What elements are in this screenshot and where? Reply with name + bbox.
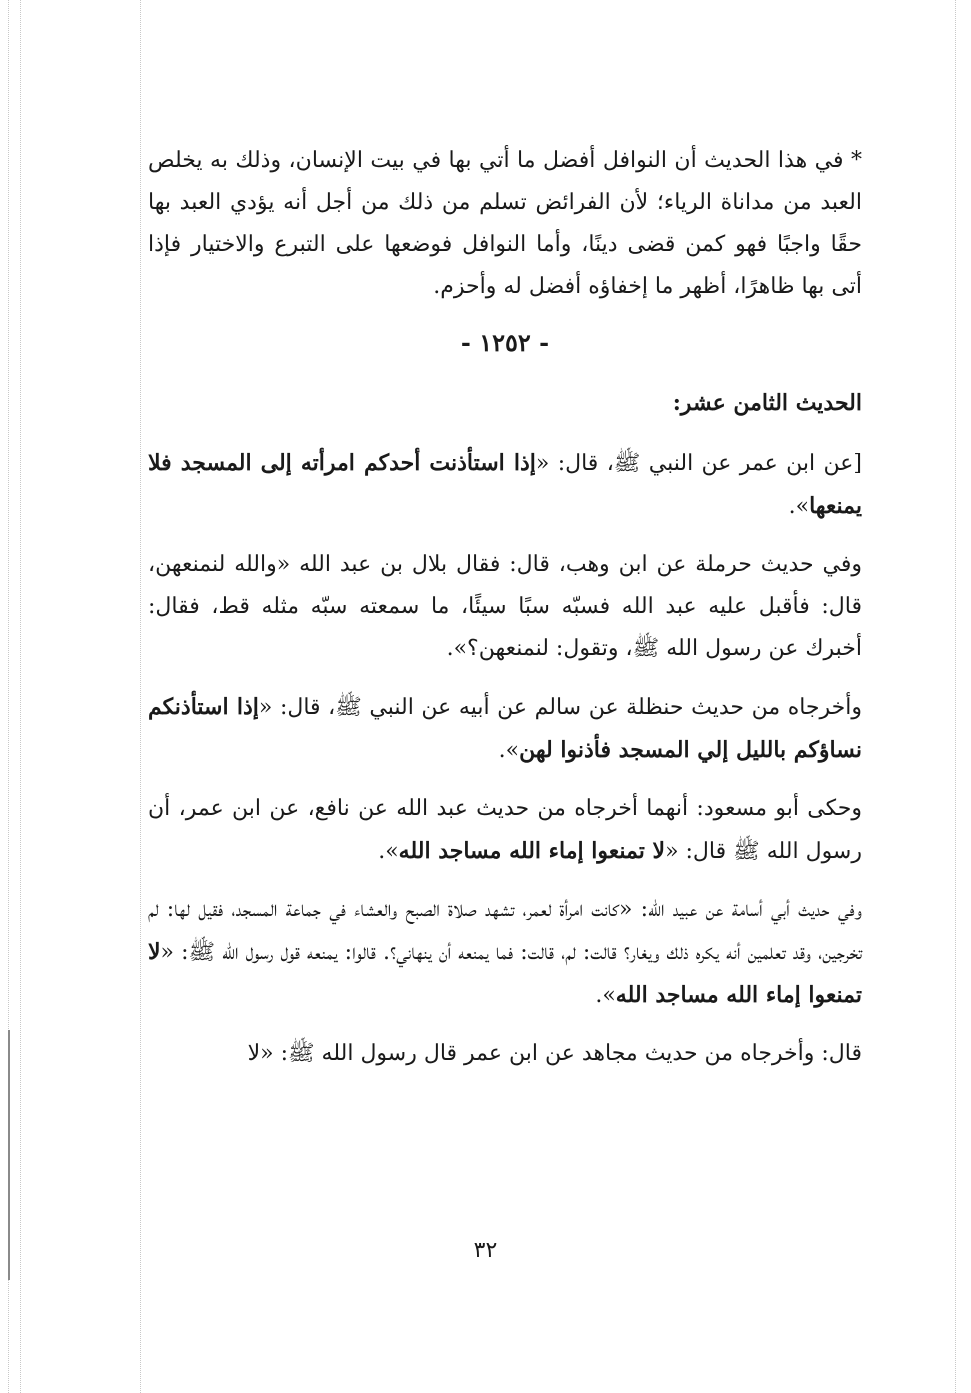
hadith-quote-bold: لا تمنعوا إماء الله مساجد الله xyxy=(148,939,862,1008)
hadith-text: وفي حديث حرملة عن ابن وهب، قال: فقال بلال بن عبد الله «والله لنمنعهن، قال: فأقبل عليه عبد الله فسبّه سبًا سيئًا، ما سمعته سبّه مثله قط، فقال: أخبرك عن رسول الله ﷺ، وتقول: لنمنعهن؟». xyxy=(148,552,862,661)
hadith-quote-bold: لا تمنعوا إماء الله مساجد الله xyxy=(398,838,666,864)
hadith-text-end: ». xyxy=(498,738,520,763)
hadith-paragraph-6 xyxy=(148,1033,862,1075)
hadith-text: قال: وأخرجاه من حديث مجاهد عن ابن عمر قال رسول الله ﷺ: «لا xyxy=(247,1041,862,1066)
scan-artifact-line xyxy=(20,0,21,1393)
hadith-text-end: ». xyxy=(595,983,616,1008)
hadith-text: وفي حديث أبي أسامة عن عبيد الله: «كانت امرأة لعمر، تشهد صلاة الصبح والعشاء في جماعة المسجد، فقيل لها: لم تخرجين، وقد تعلمين أنه يكره ذلك ويغار؟ قالت: لم، قالت: فما يمنعه أن ينهاني؟. قالوا: يمنعه قول رسول الله ﷺ: « xyxy=(148,897,863,965)
hadith-text: وأخرجاه من حديث حنظلة عن سالم عن أبيه عن النبي ﷺ، قال: « xyxy=(258,695,863,720)
scan-artifact-line xyxy=(140,0,141,1393)
hadith-text: وحكى أبو مسعود: أنهما أخرجاه من حديث عبد الله عن نافع، عن ابن عمر، أن رسول الله ﷺ قال: « xyxy=(148,796,862,864)
hadith-text-end: ». xyxy=(788,494,810,519)
hadith-paragraph-4 xyxy=(148,788,862,873)
hadith-paragraph-5 xyxy=(148,889,862,1017)
main-text xyxy=(148,140,862,1089)
hadith-paragraph-1 xyxy=(148,442,862,528)
hadith-quote-bold: إذا استأذنت أحدكم امرأته إلى المسجد فلا يمنعها xyxy=(148,450,862,519)
hadith-paragraph-3 xyxy=(148,686,862,772)
commentary-text: * في هذا الحديث أن النوافل أفضل ما أتي بها في بيت الإنسان، وذلك به يخلص العبد من مداناة الرياء؛ لأن الفرائض تسلم من ذلك من أجل أنه يؤدي العبد بها حقًا واجبًا فهو كمن قضى دينًا، وأما النوافل فوضعها على التبرع والاختيار فإذا أتى بها ظاهرًا، أظهر ما إخفاؤه أفضل له وأحزم. xyxy=(148,148,862,299)
hadith-number: - ١٢٥٢ - xyxy=(460,328,550,357)
hadith-text-end: ». xyxy=(378,839,399,864)
section-title: الحديث الثامن عشر: xyxy=(672,390,862,416)
scan-artifact-line xyxy=(955,0,956,1393)
commentary-paragraph xyxy=(148,140,862,308)
hadith-text: [عن ابن عمر عن النبي ﷺ، قال: « xyxy=(535,451,862,476)
page-number: ٣٢ xyxy=(473,1238,498,1263)
hadith-paragraph-2 xyxy=(148,544,862,670)
hadith-quote-bold: إذا استأذنكم نساؤكم بالليل إلي المسجد فأذنوا لهن xyxy=(148,694,862,763)
